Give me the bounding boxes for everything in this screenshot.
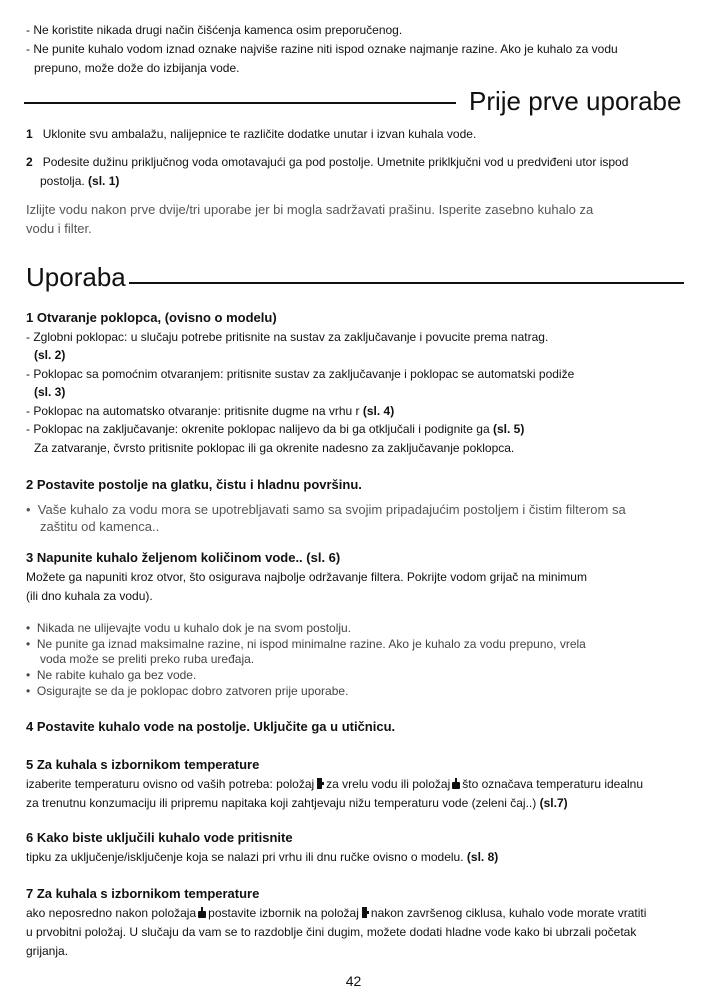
first-use-step-2 bbox=[26, 155, 628, 170]
first-use-note-line-2: vodu i filter. bbox=[26, 221, 92, 236]
line-text: izaberite temperaturu ovisno od vaših potreba: položaj bbox=[26, 777, 315, 791]
line-text: tipku za uključenje/isključenje koja se nalazi pri vrhu ili dnu ručke ovisno o modelu. bbox=[26, 850, 464, 864]
kettle-low-temperature-icon bbox=[452, 778, 460, 789]
bullet-text: Nikada ne ulijevajte vodu u kuhalo dok je na svom postolju. bbox=[36, 621, 352, 635]
usage-7-line-3: grijanja. bbox=[26, 944, 69, 958]
usage-7-line-1 bbox=[26, 906, 646, 921]
usage-3-bullet-4 bbox=[26, 684, 348, 699]
usage-heading-2: 2 Postavite postolje na glatku, čistu i hladnu površinu. bbox=[26, 477, 362, 492]
usage-2-bullet-1-cont: zaštitu od kamenca.. bbox=[40, 519, 160, 534]
step-number: 1 bbox=[26, 127, 33, 141]
section-title-usage: Uporaba bbox=[26, 262, 126, 292]
usage-3-bullet-1 bbox=[26, 621, 351, 636]
usage-heading-4: 4 Postavite kuhalo vode na postolje. Uključite ga u utičnicu. bbox=[26, 719, 396, 734]
usage-1-line-5: Za zatvaranje, čvrsto pritisnite poklopac ili ga okrenite nadesno za zaključavanje poklopca. bbox=[34, 441, 515, 455]
line-text: postavite izbornik na položaj bbox=[208, 906, 359, 920]
section-rule-first-use bbox=[24, 102, 456, 104]
line-text: za trenutnu konzumaciju ili pripremu napitaka koji zahtjevaju nižu temperaturu vode (zeleni čaj..) bbox=[26, 796, 537, 810]
figure-ref: (sl. 1) bbox=[88, 174, 120, 188]
usage-3-bullet-3 bbox=[26, 668, 196, 683]
kettle-full-temperature-icon bbox=[316, 778, 324, 789]
bullet-dot-icon: • bbox=[26, 621, 31, 635]
first-use-step-1 bbox=[26, 127, 476, 142]
figure-ref: (sl. 5) bbox=[492, 422, 525, 436]
figure-ref: (sl. 3) bbox=[34, 385, 66, 399]
line-text: nakon završenog ciklusa, kuhalo vode morate vratiti bbox=[370, 906, 647, 920]
usage-1-line-2-ref bbox=[34, 385, 65, 400]
kettle-low-temperature-icon bbox=[198, 907, 206, 918]
usage-3-bullet-2 bbox=[26, 637, 586, 652]
usage-3-line-1: Možete ga napuniti kroz otvor, što osigurava najbolje održavanje filtera. Pokrijte vodom grijač na minimum bbox=[26, 570, 587, 584]
bullet-text: Ne punite ga iznad maksimalne razine, ni ispod minimalne razine. Ako je kuhalo za vodu prepuno, vrela bbox=[36, 637, 586, 651]
usage-1-line-2: - Poklopac sa pomoćnim otvaranjem: pritisnite sustav za zaključavanje i poklopac se automatski podiže bbox=[26, 367, 575, 381]
bullet-text: Vaše kuhalo za vodu mora se upotrebljavati samo sa svojim pripadajućim postoljem i čistim filterom sa bbox=[37, 502, 626, 517]
page-number: 42 bbox=[345, 973, 362, 989]
usage-7-line-2: u prvobitni položaj. U slučaju da vam se to razdoblje čini dugim, možete dodati hladne vode kako bi ubrzali početak bbox=[26, 925, 637, 939]
usage-3-line-2: (ili dno kuhala za vodu). bbox=[26, 589, 153, 603]
usage-heading-1: 1 Otvaranje poklopca, (ovisno o modelu) bbox=[26, 310, 277, 325]
usage-1-line-1: - Zglobni poklopac: u slučaju potrebe pritisnite na sustav za zaključavanje i povucite prema natrag. bbox=[26, 330, 549, 344]
line-text: - Poklopac na zaključavanje: okrenite poklopac nalijevo da bi ga otključali i podignite ga bbox=[26, 422, 490, 436]
step-text: Uklonite svu ambalažu, nalijepnice te različite dodatke unutar i izvan kuhala vode. bbox=[42, 127, 477, 141]
section-rule-usage bbox=[129, 282, 684, 284]
figure-ref: (sl. 4) bbox=[362, 404, 395, 418]
usage-5-line-1 bbox=[26, 777, 643, 792]
step-number: 2 bbox=[26, 155, 33, 169]
line-text: - Poklopac na automatsko otvaranje: pritisnite dugme na vrhu r bbox=[26, 404, 360, 418]
step-text-cont: postolja. bbox=[40, 174, 85, 188]
bullet-text: Ne rabite kuhalo ga bez vode. bbox=[36, 668, 197, 682]
usage-heading-3: 3 Napunite kuhalo željenom količinom vode.. (sl. 6) bbox=[26, 550, 341, 565]
first-use-note-line-1: Izlijte vodu nakon prve dvije/tri uporabe jer bi mogla sadržavati prašinu. Isperite zasebno kuhalo za bbox=[26, 202, 594, 217]
kettle-full-temperature-icon bbox=[361, 907, 369, 918]
figure-ref: (sl.7) bbox=[539, 796, 568, 810]
first-use-step-2-cont bbox=[40, 174, 119, 189]
usage-5-line-2 bbox=[26, 796, 568, 811]
bullet-dot-icon: • bbox=[26, 684, 31, 698]
bullet-dot-icon: • bbox=[26, 502, 31, 517]
intro-line-3: prepuno, može dože do izbijanja vode. bbox=[34, 61, 240, 75]
bullet-text: Osigurajte se da je poklopac dobro zatvoren prije uporabe. bbox=[36, 684, 349, 698]
usage-2-bullet-1 bbox=[26, 502, 626, 517]
figure-ref: (sl. 2) bbox=[34, 348, 66, 362]
usage-1-line-3 bbox=[26, 404, 394, 419]
step-text: Podesite dužinu priključnog voda omotavajući ga pod postolje. Umetnite priklkjučni vod u predviđeni utor ispod bbox=[42, 155, 629, 169]
usage-heading-7: 7 Za kuhala s izbornikom temperature bbox=[26, 886, 260, 901]
bullet-dot-icon: • bbox=[26, 668, 31, 682]
usage-heading-5: 5 Za kuhala s izbornikom temperature bbox=[26, 757, 260, 772]
usage-1-line-1-ref bbox=[34, 348, 65, 363]
usage-6-line-1 bbox=[26, 850, 498, 865]
line-text: ako neposredno nakon položaja bbox=[26, 906, 197, 920]
intro-line-1: - Ne koristite nikada drugi način čišćenja kamenca osim preporučenog. bbox=[26, 23, 403, 37]
intro-line-2: - Ne punite kuhalo vodom iznad oznake najviše razine niti ispod oznake najmanje razine. Ako je kuhalo za vodu bbox=[26, 42, 618, 56]
usage-heading-6: 6 Kako biste uključili kuhalo vode pritisnite bbox=[26, 830, 293, 845]
usage-3-bullet-2-cont: voda može se preliti preko ruba uređaja. bbox=[40, 652, 255, 666]
section-title-first-use: Prije prve uporabe bbox=[469, 86, 682, 116]
line-text: što označava temperaturu idealnu bbox=[462, 777, 644, 791]
usage-1-line-4 bbox=[26, 422, 524, 437]
figure-ref: (sl. 8) bbox=[466, 850, 499, 864]
line-text: za vrelu vodu ili položaj bbox=[326, 777, 451, 791]
bullet-dot-icon: • bbox=[26, 637, 31, 651]
